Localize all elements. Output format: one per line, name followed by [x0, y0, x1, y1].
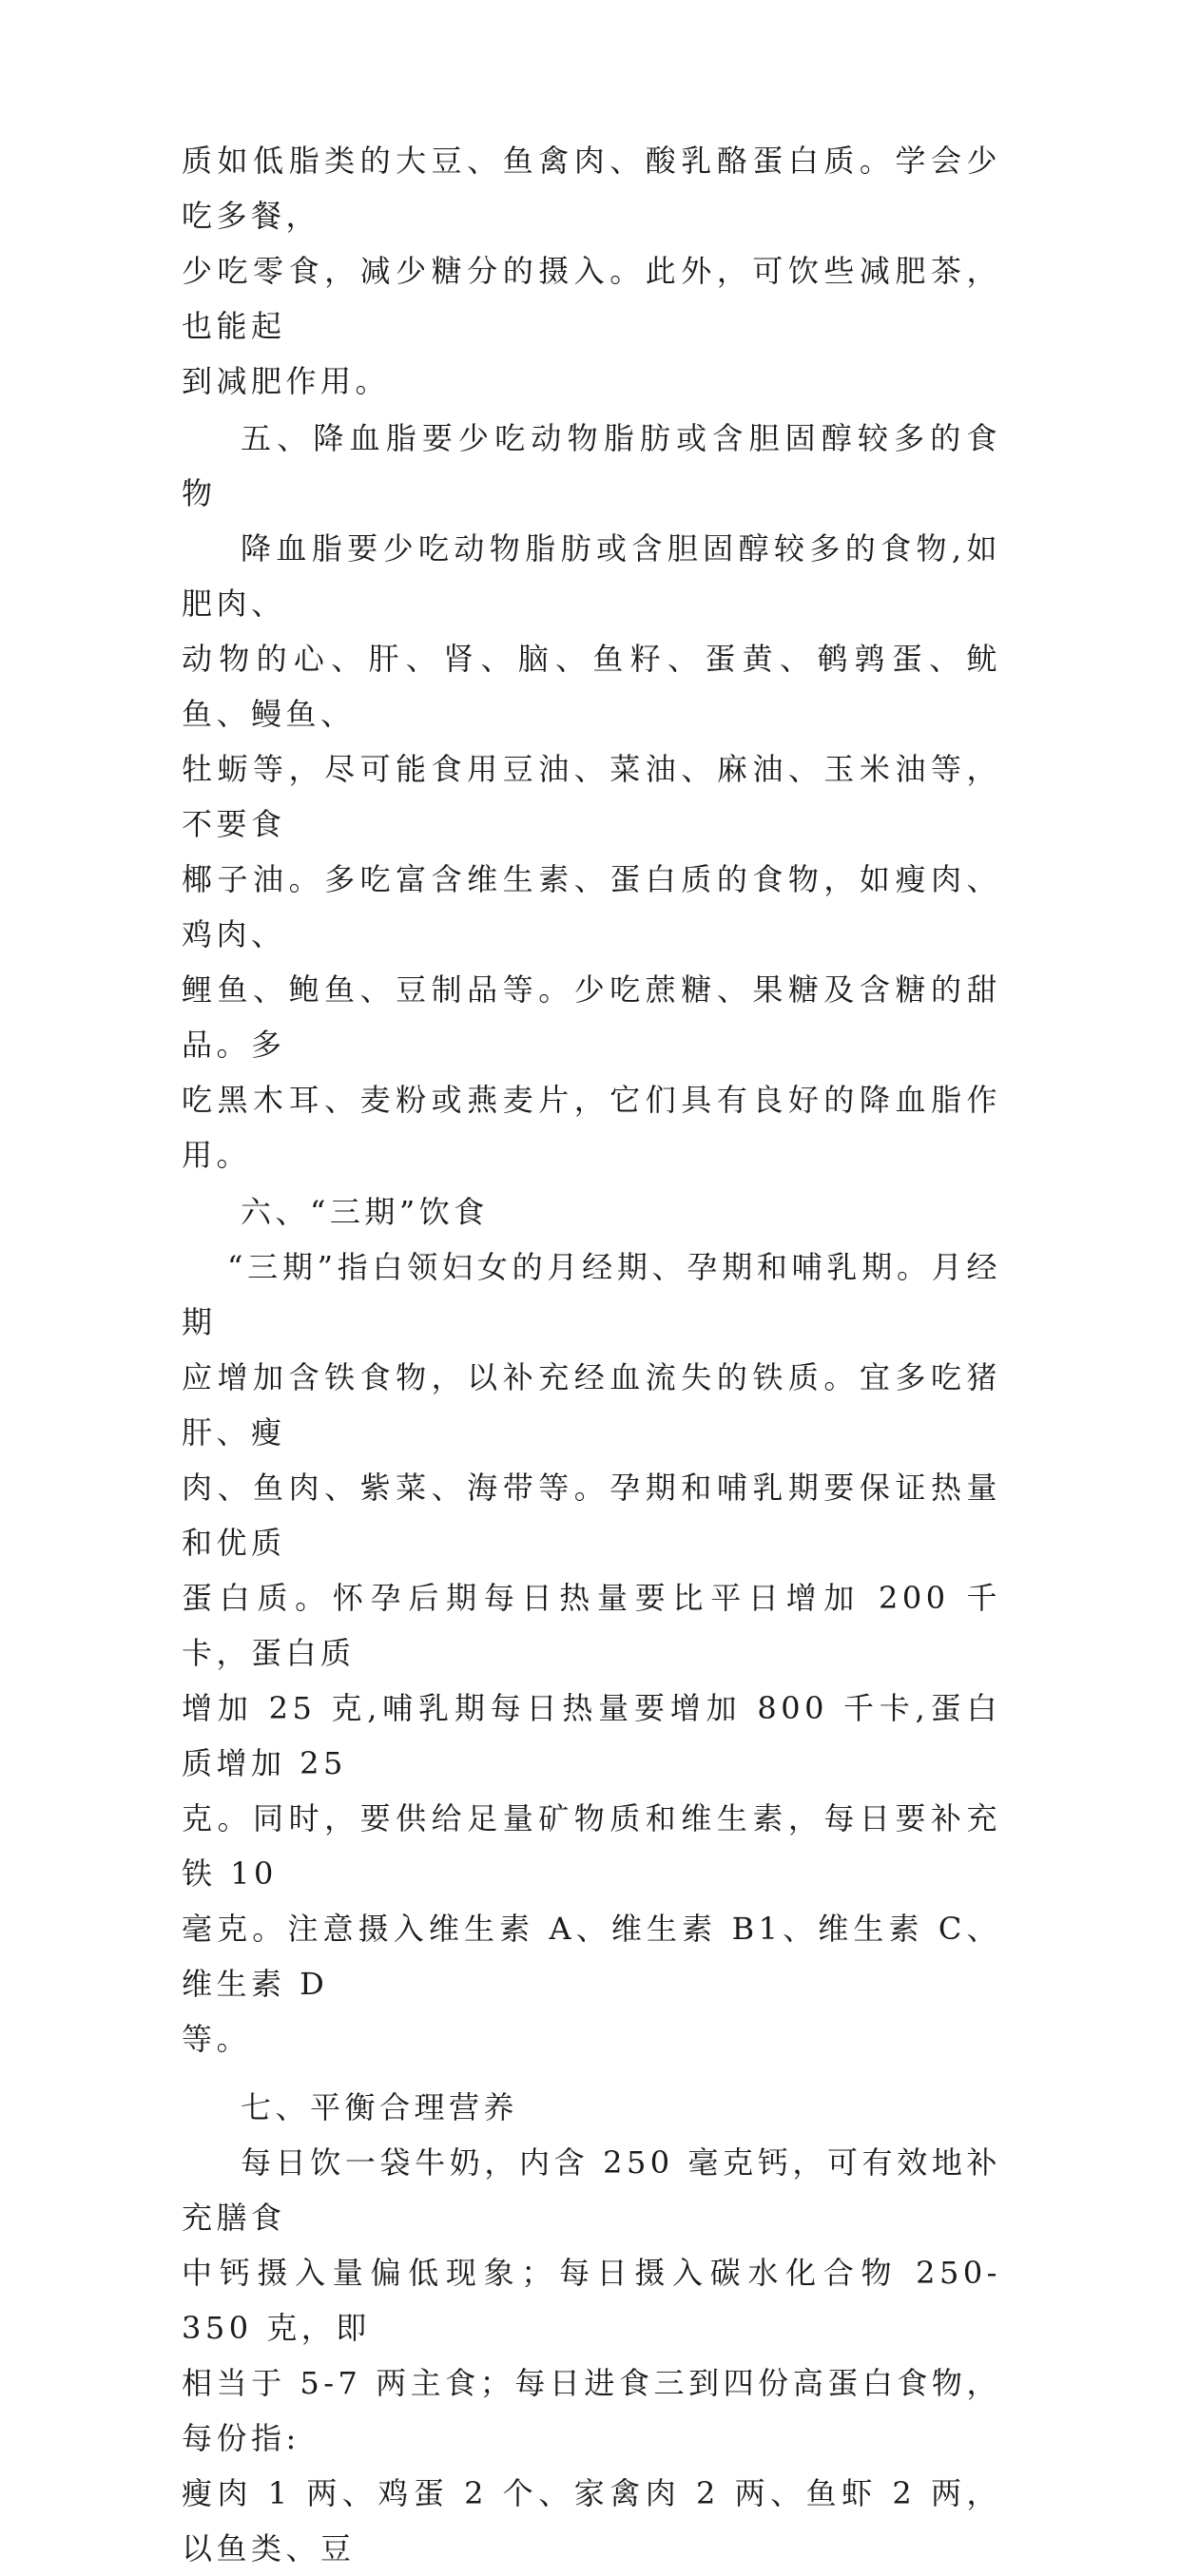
text-line: 动物的心、肝、肾、脑、鱼籽、蛋黄、鹌鹑蛋、鱿鱼、鳗鱼、	[182, 641, 1001, 732]
section-heading-5	[182, 411, 1001, 521]
paragraph-continuation	[182, 133, 1001, 409]
text-line: “三期”指白领妇女的月经期、孕期和哺乳期。月经期	[182, 1249, 1001, 1340]
heading-text: 六、“三期”饮食	[241, 1194, 489, 1230]
paragraph-section-6	[182, 1240, 1001, 2067]
text-line: 牡蛎等，尽可能食用豆油、菜油、麻油、玉米油等，不要食	[182, 751, 1001, 842]
text-line: 中钙摄入量偏低现象；每日摄入碳水化合物 250-350 克，即	[182, 2255, 1001, 2346]
text-line: 毫克。注意摄入维生素 A、维生素 B1、维生素 C、维生素 D	[182, 1911, 1001, 2002]
text-line: 吃黑木耳、麦粉或燕麦片，它们具有良好的降血脂作用。	[182, 1082, 1001, 1173]
text-line: 椰子油。多吃富含维生素、蛋白质的食物，如瘦肉、鸡肉、	[182, 861, 1001, 952]
text-line: 降血脂要少吃动物脂肪或含胆固醇较多的食物,如肥肉、	[182, 530, 1001, 622]
text-line: 等。	[182, 2021, 252, 2057]
text-line: 应增加含铁食物，以补充经血流失的铁质。宜多吃猪肝、瘦	[182, 1359, 1001, 1451]
text-line: 每日饮一袋牛奶，内含 250 毫克钙，可有效地补充膳食	[182, 2144, 1001, 2236]
document-page	[182, 133, 1001, 2576]
text-line: 蛋白质。怀孕后期每日热量要比平日增加 200 千卡，蛋白质	[182, 1580, 1001, 1671]
text-line: 鲤鱼、鲍鱼、豆制品等。少吃蔗糖、果糖及含糖的甜品。多	[182, 971, 1001, 1063]
section-heading-6	[182, 1184, 1001, 1240]
text-line: 质如低脂类的大豆、鱼禽肉、酸乳酪蛋白质。学会少吃多餐，	[182, 143, 1001, 234]
heading-text: 五、降血脂要少吃动物脂肪或含胆固醇较多的食物	[182, 420, 1001, 511]
paragraph-section-5	[182, 521, 1001, 1182]
text-line: 增加 25 克,哺乳期每日热量要增加 800 千卡,蛋白质增加 25	[182, 1690, 1001, 1781]
heading-text: 七、平衡合理营养	[241, 2089, 519, 2125]
text-line: 少吃零食，减少糖分的摄入。此外，可饮些减肥茶，也能起	[182, 253, 1001, 344]
section-heading-7	[182, 2080, 1001, 2135]
text-line: 肉、鱼肉、紫菜、海带等。孕期和哺乳期要保证热量和优质	[182, 1470, 1001, 1561]
text-line: 相当于 5-7 两主食；每日进食三到四份高蛋白食物，每份指:	[182, 2365, 1001, 2456]
paragraph-section-7	[182, 2135, 1001, 2576]
text-line: 克。同时，要供给足量矿物质和维生素，每日要补充铁 10	[182, 1800, 1001, 1892]
text-line: 到减肥作用。	[182, 363, 391, 399]
text-line: 瘦肉 1 两、鸡蛋 2 个、家禽肉 2 两、鱼虾 2 两，以鱼类、豆	[182, 2475, 1001, 2566]
